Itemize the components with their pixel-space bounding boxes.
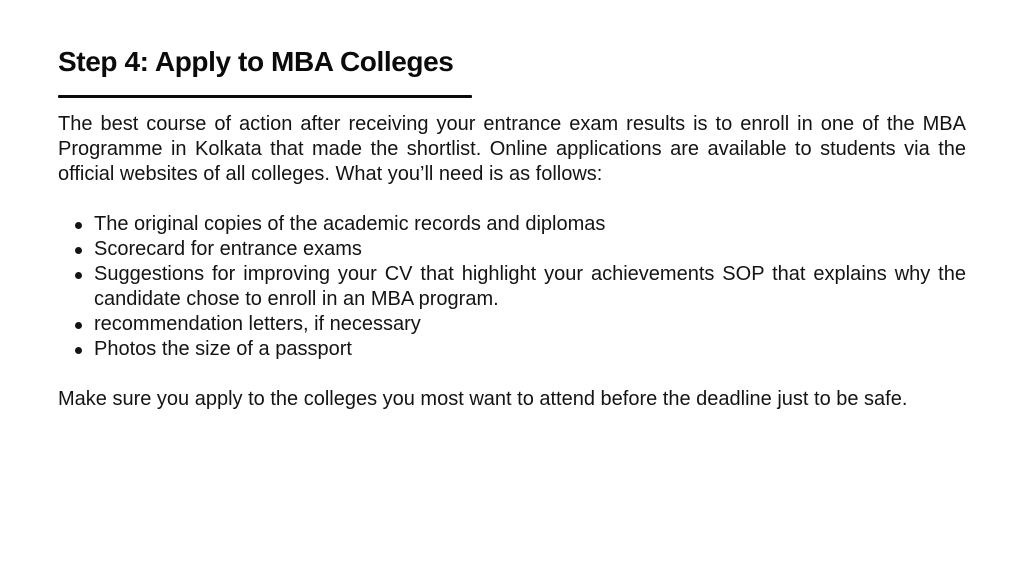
slide-content bbox=[58, 44, 966, 412]
requirements-list bbox=[58, 212, 966, 362]
intro-paragraph: The best course of action after receiving your entrance exam results is to enroll in one of the MBA Programme in Kolkata that made the shortlist. Online applications are available to students via the official websites of all colleges. What you’ll need is as follows: bbox=[58, 113, 966, 185]
list-item: Photos the size of a passport bbox=[58, 337, 966, 362]
list-item: Suggestions for improving your CV that highlight your achievements SOP that explains why the candidate chose to enroll in an MBA program. bbox=[58, 262, 966, 312]
title-underline bbox=[58, 95, 472, 98]
list-item: The original copies of the academic records and diplomas bbox=[58, 212, 966, 237]
page-title: Step 4: Apply to MBA Colleges bbox=[58, 46, 454, 77]
list-item: recommendation letters, if necessary bbox=[58, 312, 966, 337]
closing-paragraph: Make sure you apply to the colleges you most want to attend before the deadline just to be safe. bbox=[58, 388, 908, 410]
list-item: Scorecard for entrance exams bbox=[58, 237, 966, 262]
